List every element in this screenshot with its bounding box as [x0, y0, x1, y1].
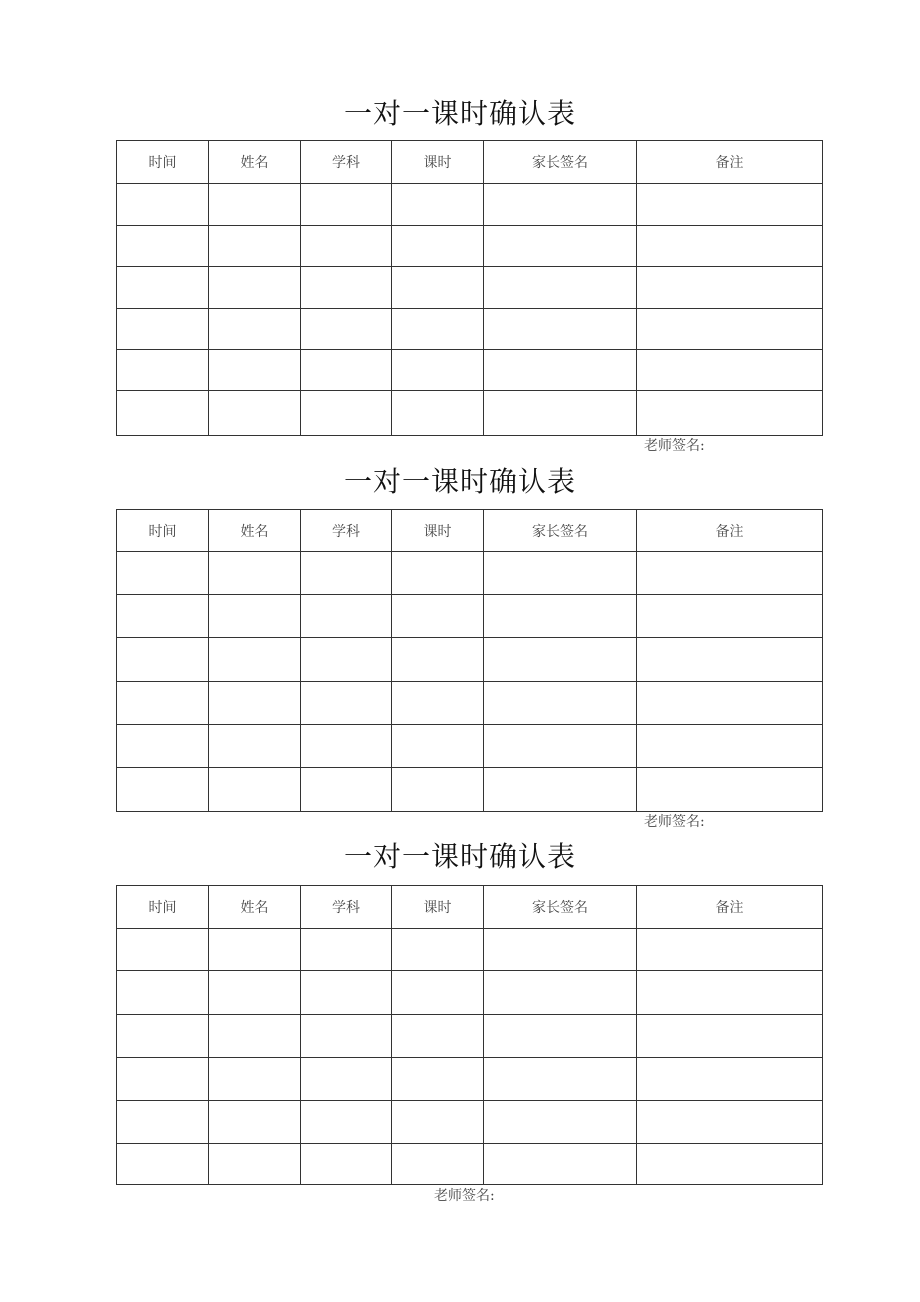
- cell-remarks[interactable]: [637, 725, 823, 768]
- cell-name[interactable]: [209, 929, 301, 971]
- form-title: 一对一课时确认表: [343, 465, 576, 498]
- header-row: [117, 510, 823, 552]
- cell-parent-signature[interactable]: [484, 929, 637, 971]
- cell-name[interactable]: [209, 391, 301, 436]
- cell-remarks[interactable]: [637, 267, 823, 309]
- cell-subject[interactable]: [301, 682, 392, 725]
- cell-hours[interactable]: [392, 226, 484, 267]
- cell-parent-signature[interactable]: [484, 184, 637, 226]
- table-row: [117, 1144, 823, 1185]
- header-name: 姓名: [209, 510, 301, 552]
- header-parent-signature: 家长签名: [484, 886, 637, 929]
- header-name: 姓名: [209, 886, 301, 929]
- cell-hours[interactable]: [392, 1015, 484, 1058]
- header-time: 时间: [117, 510, 209, 552]
- cell-subject[interactable]: [301, 725, 392, 768]
- table-row: [117, 391, 823, 436]
- table-row: [117, 350, 823, 391]
- header-hours: 课时: [392, 886, 484, 929]
- cell-time[interactable]: [117, 350, 209, 391]
- header-hours: 课时: [392, 510, 484, 552]
- cell-name[interactable]: [209, 226, 301, 267]
- cell-subject[interactable]: [301, 391, 392, 436]
- cell-parent-signature[interactable]: [484, 226, 637, 267]
- cell-parent-signature[interactable]: [484, 638, 637, 682]
- teacher-signature-label: 老师签名:: [434, 1188, 495, 1204]
- cell-name[interactable]: [209, 1144, 301, 1185]
- cell-parent-signature[interactable]: [484, 391, 637, 436]
- cell-time[interactable]: [117, 1058, 209, 1101]
- cell-time[interactable]: [117, 552, 209, 595]
- table-row: [117, 725, 823, 768]
- cell-remarks[interactable]: [637, 929, 823, 971]
- cell-hours[interactable]: [392, 184, 484, 226]
- cell-subject[interactable]: [301, 267, 392, 309]
- table-row: [117, 682, 823, 725]
- cell-remarks[interactable]: [637, 350, 823, 391]
- table-row: [117, 929, 823, 971]
- header-subject: 学科: [301, 510, 392, 552]
- header-time: 时间: [117, 141, 209, 184]
- table-row: [117, 638, 823, 682]
- cell-time[interactable]: [117, 929, 209, 971]
- cell-name[interactable]: [209, 971, 301, 1015]
- cell-parent-signature[interactable]: [484, 309, 637, 350]
- cell-subject[interactable]: [301, 595, 392, 638]
- cell-time[interactable]: [117, 971, 209, 1015]
- lesson-confirmation-table: [116, 509, 823, 812]
- header-hours: 课时: [392, 141, 484, 184]
- table-row: [117, 971, 823, 1015]
- cell-hours[interactable]: [392, 267, 484, 309]
- cell-time[interactable]: [117, 638, 209, 682]
- cell-remarks[interactable]: [637, 595, 823, 638]
- cell-parent-signature[interactable]: [484, 1015, 637, 1058]
- cell-parent-signature[interactable]: [484, 1101, 637, 1144]
- header-subject: 学科: [301, 886, 392, 929]
- cell-subject[interactable]: [301, 638, 392, 682]
- cell-parent-signature[interactable]: [484, 971, 637, 1015]
- cell-subject[interactable]: [301, 552, 392, 595]
- cell-hours[interactable]: [392, 552, 484, 595]
- cell-subject[interactable]: [301, 929, 392, 971]
- table-row: [117, 226, 823, 267]
- cell-subject[interactable]: [301, 309, 392, 350]
- header-parent-signature: 家长签名: [484, 141, 637, 184]
- header-remarks: 备注: [637, 510, 823, 552]
- table-row: [117, 1015, 823, 1058]
- cell-hours[interactable]: [392, 971, 484, 1015]
- cell-subject[interactable]: [301, 350, 392, 391]
- cell-parent-signature[interactable]: [484, 682, 637, 725]
- cell-subject[interactable]: [301, 971, 392, 1015]
- table-row: [117, 267, 823, 309]
- teacher-signature-label: 老师签名:: [644, 814, 705, 830]
- cell-time[interactable]: [117, 1015, 209, 1058]
- header-time: 时间: [117, 886, 209, 929]
- lesson-confirmation-table: [116, 885, 823, 1185]
- cell-name[interactable]: [209, 725, 301, 768]
- header-remarks: 备注: [637, 141, 823, 184]
- cell-parent-signature[interactable]: [484, 1058, 637, 1101]
- cell-remarks[interactable]: [637, 552, 823, 595]
- cell-time[interactable]: [117, 1144, 209, 1185]
- cell-remarks[interactable]: [637, 1058, 823, 1101]
- cell-hours[interactable]: [392, 309, 484, 350]
- cell-subject[interactable]: [301, 1144, 392, 1185]
- cell-time[interactable]: [117, 391, 209, 436]
- cell-parent-signature[interactable]: [484, 552, 637, 595]
- cell-time[interactable]: [117, 184, 209, 226]
- cell-name[interactable]: [209, 552, 301, 595]
- cell-remarks[interactable]: [637, 391, 823, 436]
- cell-remarks[interactable]: [637, 1144, 823, 1185]
- cell-subject[interactable]: [301, 1058, 392, 1101]
- header-row: [117, 886, 823, 929]
- header-subject: 学科: [301, 141, 392, 184]
- table-row: [117, 768, 823, 812]
- cell-name[interactable]: [209, 768, 301, 812]
- cell-name[interactable]: [209, 595, 301, 638]
- header-name: 姓名: [209, 141, 301, 184]
- cell-name[interactable]: [209, 682, 301, 725]
- cell-parent-signature[interactable]: [484, 725, 637, 768]
- table-row: [117, 552, 823, 595]
- cell-remarks[interactable]: [637, 971, 823, 1015]
- teacher-signature-label: 老师签名:: [644, 438, 705, 454]
- cell-hours[interactable]: [392, 768, 484, 812]
- cell-parent-signature[interactable]: [484, 350, 637, 391]
- table-row: [117, 1101, 823, 1144]
- cell-time[interactable]: [117, 226, 209, 267]
- cell-hours[interactable]: [392, 1058, 484, 1101]
- cell-hours[interactable]: [392, 682, 484, 725]
- cell-subject[interactable]: [301, 1015, 392, 1058]
- cell-hours[interactable]: [392, 595, 484, 638]
- header-row: [117, 141, 823, 184]
- cell-parent-signature[interactable]: [484, 267, 637, 309]
- cell-time[interactable]: [117, 682, 209, 725]
- cell-time[interactable]: [117, 768, 209, 812]
- cell-parent-signature[interactable]: [484, 1144, 637, 1185]
- cell-parent-signature[interactable]: [484, 595, 637, 638]
- table-row: [117, 595, 823, 638]
- cell-time[interactable]: [117, 1101, 209, 1144]
- cell-name[interactable]: [209, 1101, 301, 1144]
- cell-name[interactable]: [209, 350, 301, 391]
- form-title: 一对一课时确认表: [343, 97, 576, 130]
- cell-time[interactable]: [117, 725, 209, 768]
- cell-hours[interactable]: [392, 929, 484, 971]
- cell-subject[interactable]: [301, 184, 392, 226]
- cell-hours[interactable]: [392, 350, 484, 391]
- cell-remarks[interactable]: [637, 226, 823, 267]
- table-row: [117, 1058, 823, 1101]
- cell-remarks[interactable]: [637, 1101, 823, 1144]
- cell-parent-signature[interactable]: [484, 768, 637, 812]
- cell-name[interactable]: [209, 309, 301, 350]
- cell-time[interactable]: [117, 267, 209, 309]
- cell-time[interactable]: [117, 309, 209, 350]
- form-title: 一对一课时确认表: [343, 840, 576, 873]
- header-remarks: 备注: [637, 886, 823, 929]
- cell-hours[interactable]: [392, 638, 484, 682]
- cell-remarks[interactable]: [637, 768, 823, 812]
- cell-remarks[interactable]: [637, 1015, 823, 1058]
- cell-name[interactable]: [209, 1015, 301, 1058]
- cell-remarks[interactable]: [637, 309, 823, 350]
- cell-hours[interactable]: [392, 391, 484, 436]
- cell-subject[interactable]: [301, 1101, 392, 1144]
- cell-subject[interactable]: [301, 768, 392, 812]
- cell-remarks[interactable]: [637, 682, 823, 725]
- cell-subject[interactable]: [301, 226, 392, 267]
- cell-hours[interactable]: [392, 1144, 484, 1185]
- cell-hours[interactable]: [392, 1101, 484, 1144]
- cell-name[interactable]: [209, 1058, 301, 1101]
- cell-remarks[interactable]: [637, 638, 823, 682]
- cell-remarks[interactable]: [637, 184, 823, 226]
- table-row: [117, 184, 823, 226]
- cell-time[interactable]: [117, 595, 209, 638]
- cell-name[interactable]: [209, 638, 301, 682]
- cell-name[interactable]: [209, 267, 301, 309]
- cell-hours[interactable]: [392, 725, 484, 768]
- table-row: [117, 309, 823, 350]
- header-parent-signature: 家长签名: [484, 510, 637, 552]
- cell-name[interactable]: [209, 184, 301, 226]
- lesson-confirmation-table: [116, 140, 823, 436]
